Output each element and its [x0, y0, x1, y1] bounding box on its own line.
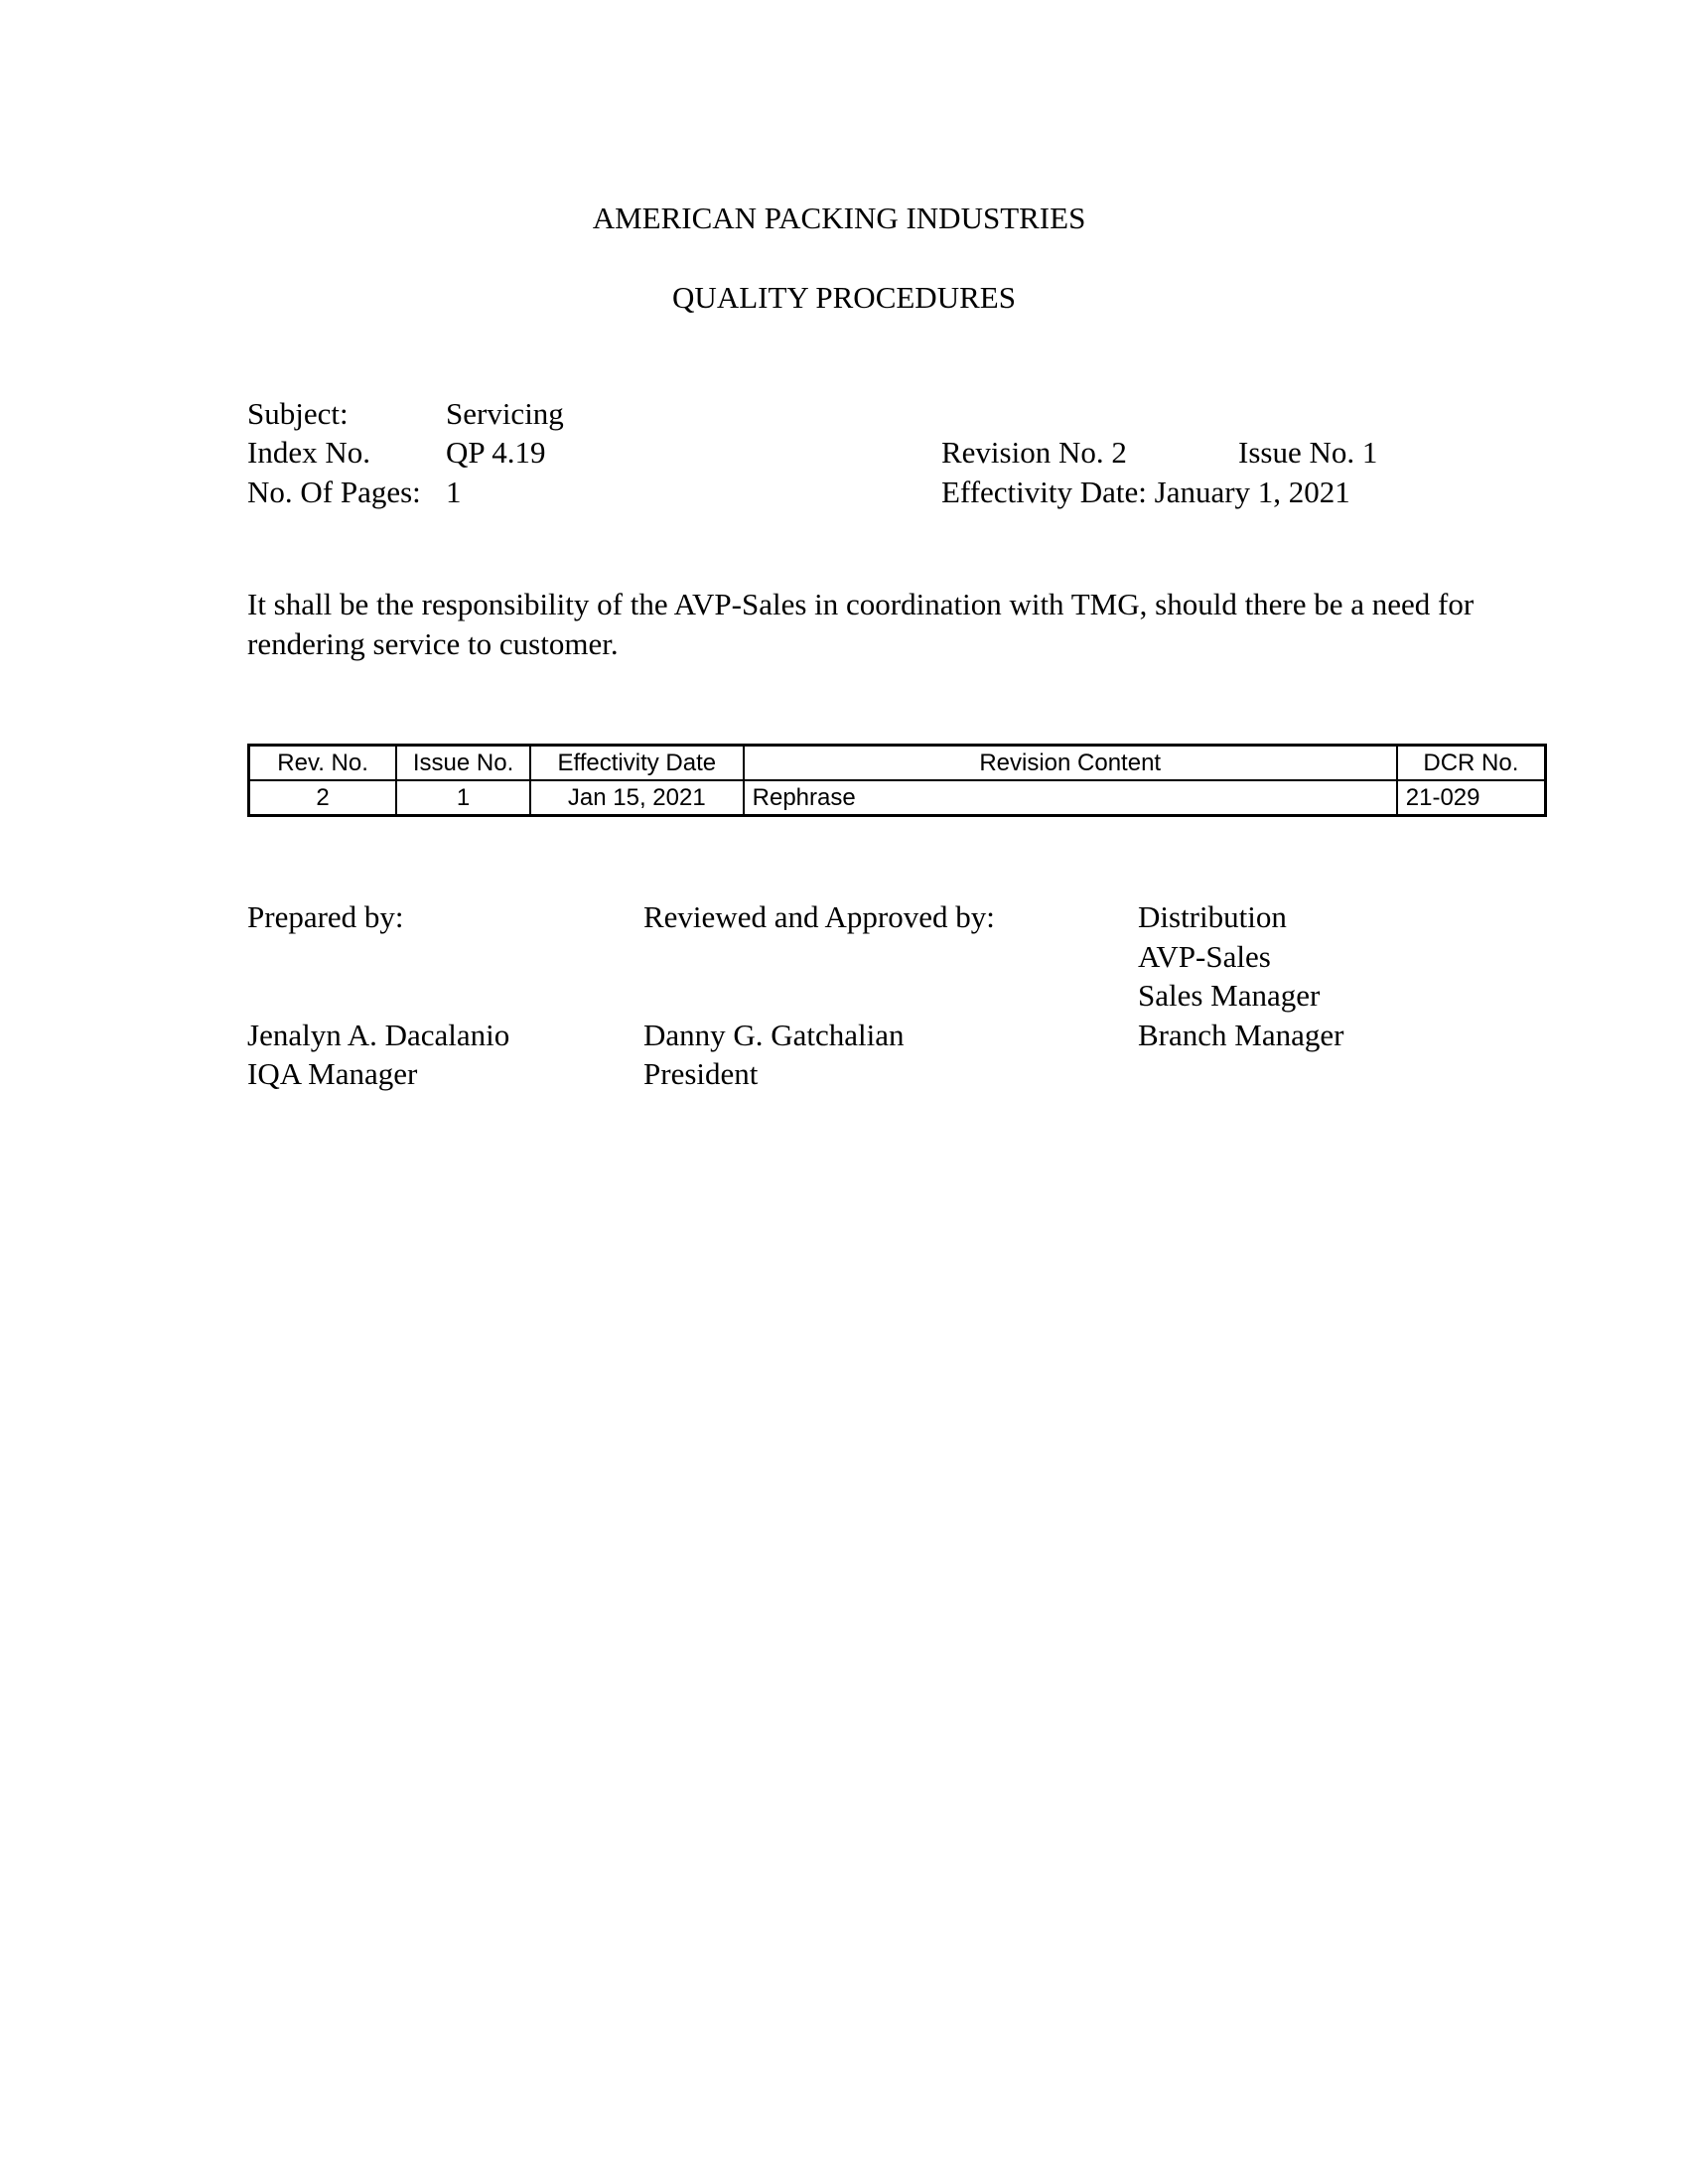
index-label: Index No.: [247, 435, 370, 470]
document-type: QUALITY PROCEDURES: [672, 280, 1016, 315]
subject-value: Servicing: [446, 396, 564, 431]
cell-dcr-no: 21-029: [1397, 780, 1546, 816]
revision-table: [247, 744, 1547, 817]
distribution-label: Distribution: [1138, 899, 1287, 934]
reviewed-by-title: President: [643, 1056, 759, 1091]
issue-number: Issue No. 1: [1238, 435, 1378, 470]
prepared-by-label: Prepared by:: [247, 899, 404, 934]
distribution-item: AVP-Sales: [1138, 939, 1271, 974]
prepared-by-title: IQA Manager: [247, 1056, 418, 1091]
cell-issue-no: 1: [396, 780, 530, 816]
cell-rev-no: 2: [249, 780, 397, 816]
pages-value: 1: [446, 475, 462, 509]
reviewed-by-label: Reviewed and Approved by:: [643, 899, 995, 934]
effectivity-date: Effectivity Date: January 1, 2021: [941, 475, 1350, 509]
table-row: [249, 780, 1546, 816]
subject-label: Subject:: [247, 396, 349, 431]
cell-effectivity-date: Jan 15, 2021: [530, 780, 744, 816]
company-name: AMERICAN PACKING INDUSTRIES: [592, 201, 1086, 235]
reviewed-by-name: Danny G. Gatchalian: [643, 1018, 905, 1052]
cell-revision-content: Rephrase: [744, 780, 1397, 816]
col-header-revision-content: Revision Content: [744, 746, 1397, 781]
col-header-rev-no: Rev. No.: [249, 746, 397, 781]
table-header-row: [249, 746, 1546, 781]
col-header-effectivity-date: Effectivity Date: [530, 746, 744, 781]
distribution-item: Sales Manager: [1138, 978, 1321, 1013]
col-header-issue-no: Issue No.: [396, 746, 530, 781]
revision-number: Revision No. 2: [941, 435, 1127, 470]
pages-label: No. Of Pages:: [247, 475, 421, 509]
prepared-by-name: Jenalyn A. Dacalanio: [247, 1018, 510, 1052]
distribution-item: Branch Manager: [1138, 1018, 1344, 1052]
index-value: QP 4.19: [446, 435, 546, 470]
procedure-text: It shall be the responsibility of the AVP-Sales in coordination with TMG, should there be a need for rendering service to customer.: [247, 587, 1475, 661]
col-header-dcr-no: DCR No.: [1397, 746, 1546, 781]
